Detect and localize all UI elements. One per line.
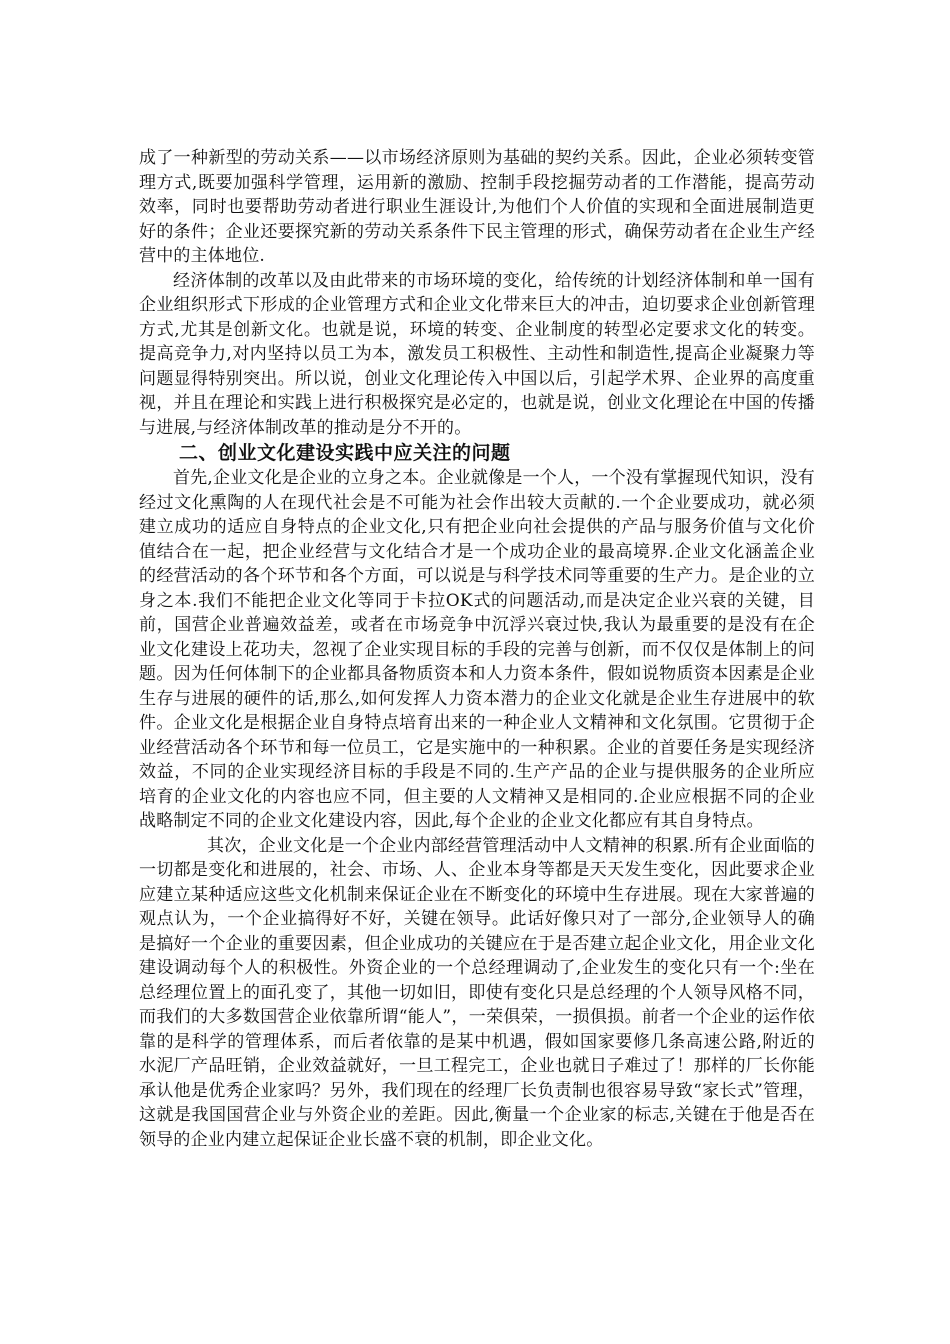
paragraph-economic-reform: 经济体制的改革以及由此带来的市场环境的变化，给传统的计划经济体制和单一国有企业组织形式下形成的企业管理方式和企业文化带来巨大的冲击，迫切要求企业创新管理方式,尤其是创新文化。也就是说，环境的转变、企业制度的转型必定要求文化的转变。提高竞争力,对内坚持以员工为本，激发员工积极性、主动性和制造性,提高企业凝聚力等问题显得特别突出。所以说，创业文化理论传入中国以后，引起学术界、企业界的高度重视，并且在理论和实践上进行积极探究是必定的，也就是说，创业文化理论在中国的传播与进展,与经济体制改革的推动是分不开的。	[139, 270, 815, 438]
section-heading: 二、创业文化建设实践中应关注的问题	[179, 442, 511, 464]
text-column	[139, 146, 815, 1152]
paragraph-first-point: 首先,企业文化是企业的立身之本。企业就像是一个人，一个没有掌握现代知识，没有经过文化熏陶的人在现代社会是不可能为社会作出较大贡献的.一个企业要成功，就必须建立成功的适应自身特点的企业文化,只有把企业向社会提供的产品与服务价值与文化价值结合在一起，把企业经营与文化结合才是一个成功企业的最高境界.企业文化涵盖企业的经营活动的各个环节和各个方面，可以说是与科学技术同等重要的生产力。是企业的立身之本.我们不能把企业文化等同于卡拉OK式的问题活动,而是决定企业兴衰的关键，目前，国营企业普遍效益差，或者在市场竞争中沉浮兴衰过快,我认为最重要的是没有在企业文化建设上花功夫，忽视了企业实现目标的手段的完善与创新，而不仅仅是体制上的问题。因为任何体制下的企业都具备物质资本和人力资本条件，假如说物质资本因素是企业生存与进展的硬件的话,那么,如何发挥人力资本潜力的企业文化就是企业生存进展中的软件。企业文化是根据企业自身特点培育出来的一种企业人文精神和文化氛围。它贯彻于企业经营活动各个环节和每一位员工，它是实施中的一种积累。企业的首要任务是实现经济效益，不同的企业实现经济目标的手段是不同的.生产产品的企业与提供服务的企业所应培育的企业文化的内容也应不同，但主要的人文精神又是相同的.企业应根据不同的企业战略制定不同的企业文化建设内容，因此,每个企业的企业文化都应有其自身特点。	[139, 468, 816, 831]
paragraph-continuation: 成了一种新型的劳动关系——以市场经济原则为基础的契约关系。因此，企业必须转变管理方式,既要加强科学管理，运用新的激励、控制手段挖掘劳动者的工作潜能，提高劳动效率，同时也要帮助劳动者进行职业生涯设计,为他们个人价值的实现和全面进展制造更好的条件；企业还要探究新的劳动关系条件下民主管理的形式，确保劳动者在企业生产经营中的主体地位.	[139, 148, 815, 266]
paragraph-second-point: 其次，企业文化是一个企业内部经营管理活动中人文精神的积累.所有企业面临的一切都是变化和进展的，社会、市场、人、企业本身等都是天天发生变化，因此要求企业应建立某种适应这些文化机制来保证企业在不断变化的环境中生存进展。现在大家普遍的观点认为，一个企业搞得好不好，关键在领导。此话好像只对了一部分,企业领导人的确是搞好一个企业的重要因素，但企业成功的关键应在于是否建立起企业文化，用企业文化建设调动每个人的积极性。外资企业的一个总经理调动了,企业发生的变化只有一个:坐在总经理位置上的面孔变了，其他一切如旧，即使有变化只是总经理的个人领导风格不同，而我们的大多数国营企业依靠所谓“能人”，一荣俱荣，一损俱损。前者一个企业的运作依靠的是科学的管理体系，而后者依靠的是某中机遇，假如国家要修几条高速公路,附近的水泥厂产品旺销，企业效益就好，一旦工程完工，企业也就日子难过了！那样的厂长你能承认他是优秀企业家吗？另外，我们现在的经理厂长负责制也很容易导致“家长式”管理，这就是我国国营企业与外资企业的差距。因此,衡量一个企业家的标志,关键在于他是否在领导的企业内建立起保证企业长盛不衰的机制，即企业文化。	[139, 835, 815, 1150]
